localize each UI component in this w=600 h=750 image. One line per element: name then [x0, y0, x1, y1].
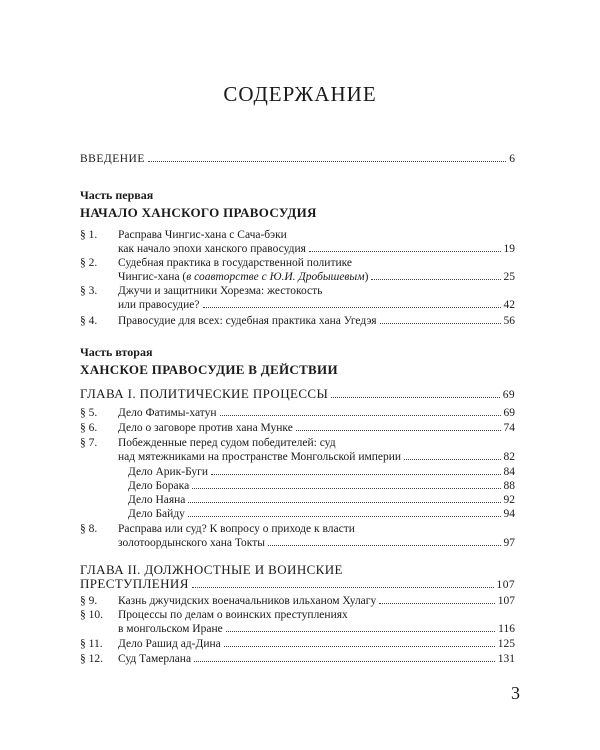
dot-leader [211, 465, 500, 475]
dot-leader [379, 594, 494, 604]
item-num: § 12. [80, 653, 103, 665]
subentry-text: Дело Байду [128, 508, 185, 520]
subentry-page: 84 [503, 466, 515, 478]
item-page: 82 [503, 451, 515, 463]
toc-subentry-arik-buga [128, 465, 515, 479]
item-page: 42 [503, 299, 515, 311]
dot-leader [148, 152, 506, 162]
toc-entry-3 [80, 284, 515, 312]
dot-leader [188, 493, 500, 503]
item-text: Расправа или суд? К вопросу о приходе к власти [118, 523, 355, 535]
item-text: Расправа Чингис-хана с Сача-бэки [118, 229, 287, 241]
dot-leader [192, 479, 500, 489]
item-num: § 4. [80, 315, 98, 327]
dot-leader [404, 450, 500, 460]
item-num: § 11. [80, 638, 103, 650]
toc-entry-11 [80, 637, 515, 651]
toc-entry-6 [80, 421, 515, 435]
item-text-pre: Чингис-хана ( [118, 271, 187, 283]
dot-leader [296, 421, 501, 431]
item-text-cont: над мятежниками на пространстве Монгольской империи [118, 451, 402, 463]
toc-entry-intro [80, 152, 515, 166]
item-page: 74 [503, 422, 515, 434]
item-text: Джучи и защитники Хорезма: жестокость [118, 285, 323, 297]
chapter-page: 69 [502, 389, 515, 401]
dot-leader [188, 507, 501, 517]
dot-leader [380, 314, 501, 324]
part1-title: НАЧАЛО ХАНСКОГО ПРАВОСУДИЯ [80, 205, 317, 220]
item-text-cont: или правосудие? [118, 299, 200, 311]
item-text-cont: как начало эпохи ханского правосудия [118, 243, 306, 255]
toc-entry-5 [80, 406, 515, 420]
item-page: 56 [503, 315, 515, 327]
page-number: 3 [511, 683, 520, 703]
item-num: § 8. [80, 523, 98, 535]
item-page: 116 [498, 623, 515, 635]
subentry-text: Дело Наяна [128, 494, 186, 506]
toc-entry-8 [80, 522, 515, 550]
item-page: 97 [503, 537, 515, 549]
item-text: Побежденные перед судом победителей: суд [118, 437, 336, 449]
toc-entry-7 [80, 436, 515, 464]
item-num: § 5. [80, 407, 98, 419]
item-text: Правосудие для всех: судебная практика хана Угедэя [118, 315, 377, 327]
chapter-page: 107 [496, 579, 515, 591]
item-num: § 6. [80, 422, 98, 434]
dot-leader [203, 298, 501, 308]
dot-leader [220, 406, 501, 416]
chapter-1 [80, 387, 515, 402]
dot-leader [331, 388, 499, 398]
dot-leader [192, 578, 494, 588]
dot-leader [309, 242, 501, 252]
item-text-cont: золотоордынского хана Токты [118, 537, 265, 549]
subentry-text: Дело Арик-Буги [128, 466, 209, 478]
part1-label: Часть первая [80, 188, 154, 202]
dot-leader [226, 622, 495, 632]
item-num: § 10. [80, 609, 103, 621]
toc-subentry-nayan [128, 493, 515, 507]
item-text: Судебная практика в государственной политике [118, 257, 353, 269]
coauthor-note: в соавторстве с Ю.И. Дробышевым [186, 271, 365, 283]
toc-entry-12 [80, 652, 515, 666]
toc-entry-1 [80, 228, 515, 256]
item-text: Дело Фатимы-хатун [118, 407, 217, 419]
item-num: § 7. [80, 437, 98, 449]
item-page: 19 [503, 243, 515, 255]
item-page: 131 [497, 653, 515, 665]
dot-leader [268, 536, 501, 546]
subentry-text: Дело Борака [128, 480, 190, 492]
item-text: Суд Тамерлана [118, 653, 192, 665]
chapter-label: ГЛАВА I. ПОЛИТИЧЕСКИЕ ПРОЦЕССЫ [80, 386, 329, 401]
toc-entry-4 [80, 314, 515, 328]
item-text: Дело о заговоре против хана Мунке [118, 422, 293, 434]
item-text: Казнь джучидских военачальников ильханом Хулагу [118, 595, 377, 607]
item-text: Процессы по делам о воинских преступлениях [118, 609, 348, 621]
item-num: § 9. [80, 595, 98, 607]
item-page: 25 [503, 271, 515, 283]
chapter-2 [80, 563, 515, 592]
page-title: СОДЕРЖАНИЕ [223, 82, 377, 106]
item-text-cont [118, 270, 368, 284]
subentry-page: 94 [503, 508, 515, 520]
toc-entry-10 [80, 608, 515, 636]
subentry-page: 92 [503, 494, 515, 506]
item-text-post: ) [364, 271, 369, 283]
item-num: § 2. [80, 257, 98, 269]
intro-page: 6 [509, 153, 515, 165]
toc-entry-9 [80, 594, 515, 608]
item-text-cont: в монгольском Иране [118, 623, 223, 635]
dot-leader [224, 637, 495, 647]
subentry-page: 88 [503, 480, 515, 492]
item-page: 107 [497, 595, 515, 607]
item-text: Дело Рашид ад-Дина [118, 638, 221, 650]
dot-leader [371, 270, 500, 280]
toc-subentry-baydu [128, 507, 515, 521]
chapter-label: ГЛАВА II. ДОЛЖНОСТНЫЕ И ВОИНСКИЕ [80, 562, 343, 577]
chapter-label-cont: ПРЕСТУПЛЕНИЯ [80, 576, 189, 591]
toc-entry-2 [80, 256, 515, 284]
part2-title: ХАНСКОЕ ПРАВОСУДИЕ В ДЕЙСТВИИ [80, 362, 338, 377]
dot-leader [194, 652, 495, 662]
part2-label: Часть вторая [80, 345, 153, 359]
item-num: § 1. [80, 229, 98, 241]
item-num: § 3. [80, 285, 98, 297]
item-page: 69 [503, 407, 515, 419]
item-page: 125 [497, 638, 515, 650]
toc-subentry-borak [128, 479, 515, 493]
intro-label: ВВЕДЕНИЕ [80, 153, 145, 165]
